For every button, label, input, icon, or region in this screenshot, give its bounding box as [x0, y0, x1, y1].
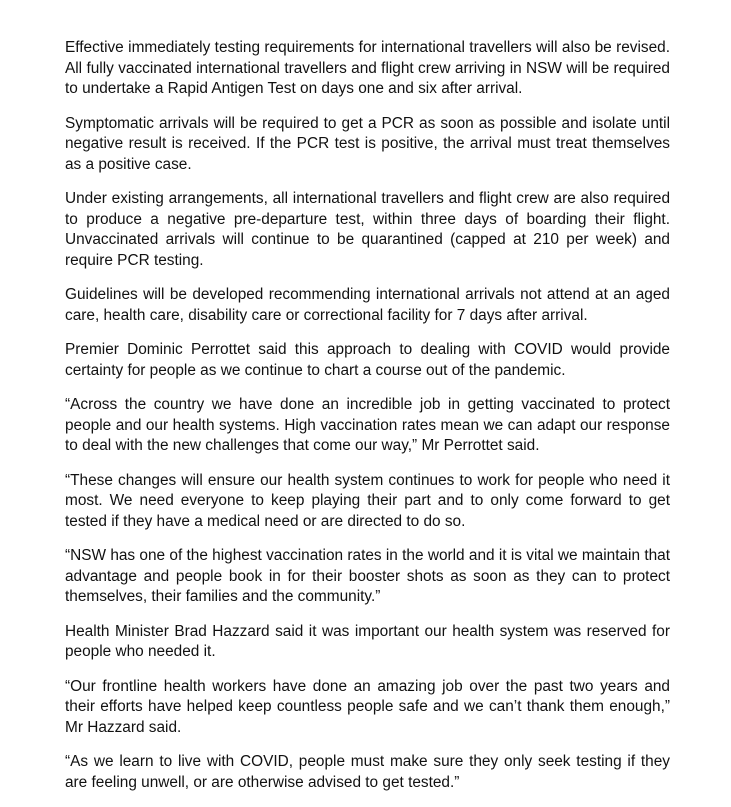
paragraph-health-minister-statement: Health Minister Brad Hazzard said it was important our health system was reserved for people who needed it.	[65, 622, 670, 660]
paragraph-existing-arrangements: Under existing arrangements, all international travellers and flight crew are also required to produce a negative pre-departure test, within three days of boarding their flight. Unvaccinated arrivals will continue to be quarantined (capped at 210 per week) and require PCR testing.	[65, 190, 670, 269]
paragraph-symptomatic-arrivals: Symptomatic arrivals will be required to get a PCR as soon as possible and isolate until negative result is received. If the PCR test is positive, the arrival must treat themselves as a positive case.	[65, 114, 670, 173]
paragraph-premier-quote-1: “Across the country we have done an incredible job in getting vaccinated to protect people and our health systems. High vaccination rates mean we can adapt our response to deal with the new challenges that come our way,” Mr Perrottet said.	[65, 396, 670, 454]
paragraph-health-minister-quote-1: “Our frontline health workers have done an amazing job over the past two years and their efforts have helped keep countless people safe and we can’t thank them enough,” Mr Hazzard said.	[65, 677, 670, 736]
paragraph-guidelines: Guidelines will be developed recommending international arrivals not attend at an aged care, health care, disability care or correctional facility for 7 days after arrival.	[65, 286, 670, 324]
paragraph-premier-quote-3: “NSW has one of the highest vaccination rates in the world and it is vital we maintain that advantage and people book in for their booster shots as soon as they can to protect themselves, their families and the community.”	[65, 547, 670, 605]
document-body	[65, 38, 670, 807]
paragraph-premier-statement: Premier Dominic Perrottet said this approach to dealing with COVID would provide certainty for people as we continue to chart a course out of the pandemic.	[65, 341, 670, 379]
paragraph-testing-requirements: Effective immediately testing requirements for international travellers will also be revised. All fully vaccinated international travellers and flight crew arriving in NSW will be required to undertake a Rapid Antigen Test on days one and six after arrival.	[65, 39, 670, 97]
paragraph-premier-quote-2: “These changes will ensure our health system continues to work for people who need it most. We need everyone to keep playing their part and to only come forward to get tested if they have a medical need or are directed to do so.	[65, 471, 670, 530]
paragraph-health-minister-quote-2: “As we learn to live with COVID, people must make sure they only seek testing if they are feeling unwell, or are otherwise advised to get tested.”	[65, 753, 670, 791]
